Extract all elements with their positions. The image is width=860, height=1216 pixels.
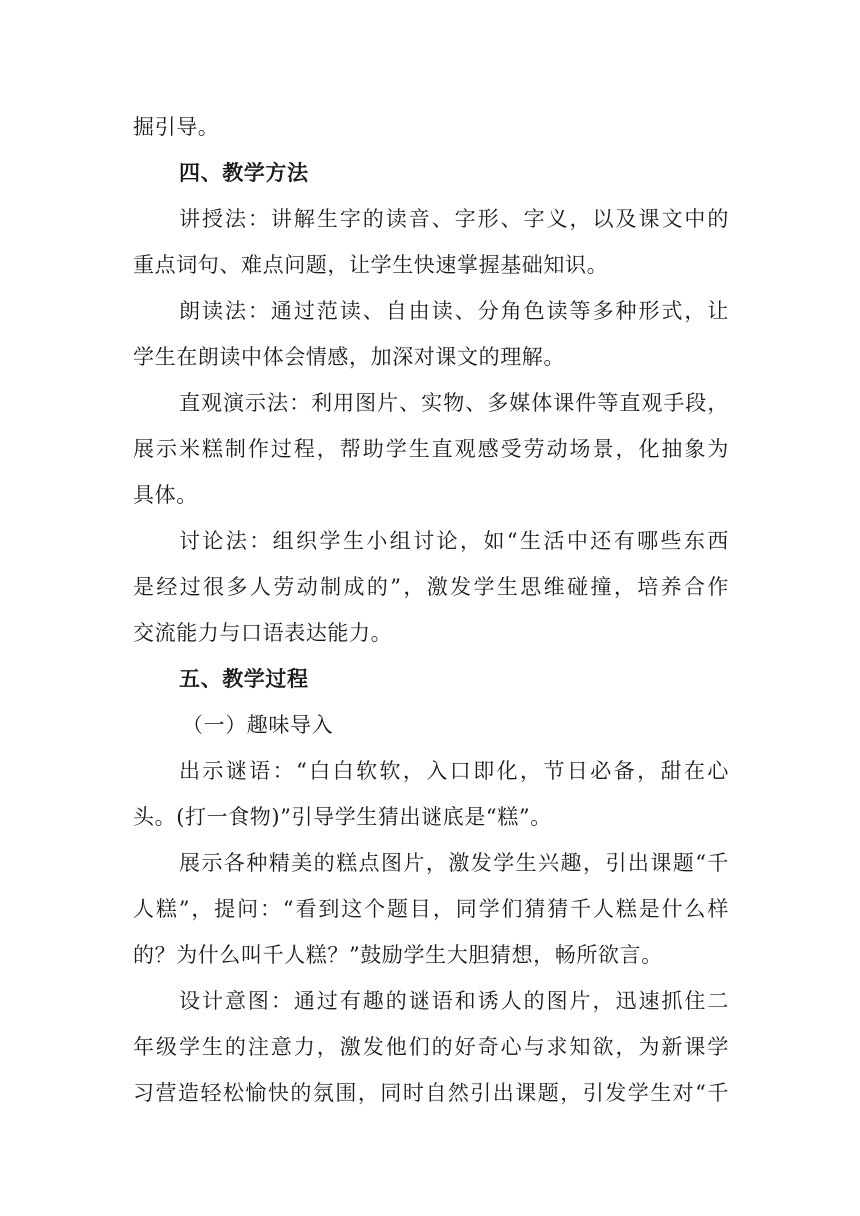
paragraph-line: 交流能力与口语表达能力。	[133, 621, 393, 645]
paragraph-line: 讨论法：组织学生小组讨论，如“生活中还有哪些东西	[179, 529, 729, 553]
paragraph-line: 展示米糕制作过程，帮助学生直观感受劳动场景，化抽象为	[133, 437, 729, 461]
paragraph-line: 掘引导。	[133, 115, 220, 139]
paragraph-line: 人糕”，提问：“看到这个题目，同学们猜猜千人糕是什么样	[133, 897, 729, 921]
paragraph-line: 朗读法：通过范读、自由读、分角色读等多种形式，让	[179, 299, 729, 323]
paragraph-line: 具体。	[133, 483, 198, 507]
section-heading-teaching-process: 五、教学过程	[179, 666, 309, 691]
paragraph-line: 设计意图：通过有趣的谜语和诱人的图片，迅速抓住二	[179, 989, 729, 1013]
paragraph-line: 学生在朗读中体会情感，加深对课文的理解。	[133, 345, 565, 369]
paragraph-line: 是经过很多人劳动制成的”，激发学生思维碰撞，培养合作	[133, 575, 729, 599]
section-heading-teaching-methods: 四、教学方法	[179, 160, 309, 185]
paragraph-line: 重点词句、难点问题，让学生快速掌握基础知识。	[133, 253, 609, 277]
paragraph-line: 讲授法：讲解生字的读音、字形、字义，以及课文中的	[179, 207, 729, 231]
paragraph-line: 年级学生的注意力，激发他们的好奇心与求知欲，为新课学	[133, 1035, 729, 1059]
paragraph-line: 展示各种精美的糕点图片，激发学生兴趣，引出课题“千	[179, 851, 729, 875]
paragraph-line: 头。(打一食物)”引导学生猜出谜底是“糕”。	[133, 805, 552, 829]
paragraph-line: 出示谜语：“白白软软，入口即化，节日必备，甜在心	[179, 759, 729, 783]
paragraph-line: 的？为什么叫千人糕？”鼓励学生大胆猜想，畅所欲言。	[133, 943, 663, 967]
paragraph-line: 直观演示法：利用图片、实物、多媒体课件等直观手段，	[179, 391, 729, 415]
subsection-heading-intro: （一）趣味导入	[182, 713, 334, 737]
paragraph-line: 习营造轻松愉快的氛围，同时自然引出课题，引发学生对“千	[133, 1081, 729, 1105]
